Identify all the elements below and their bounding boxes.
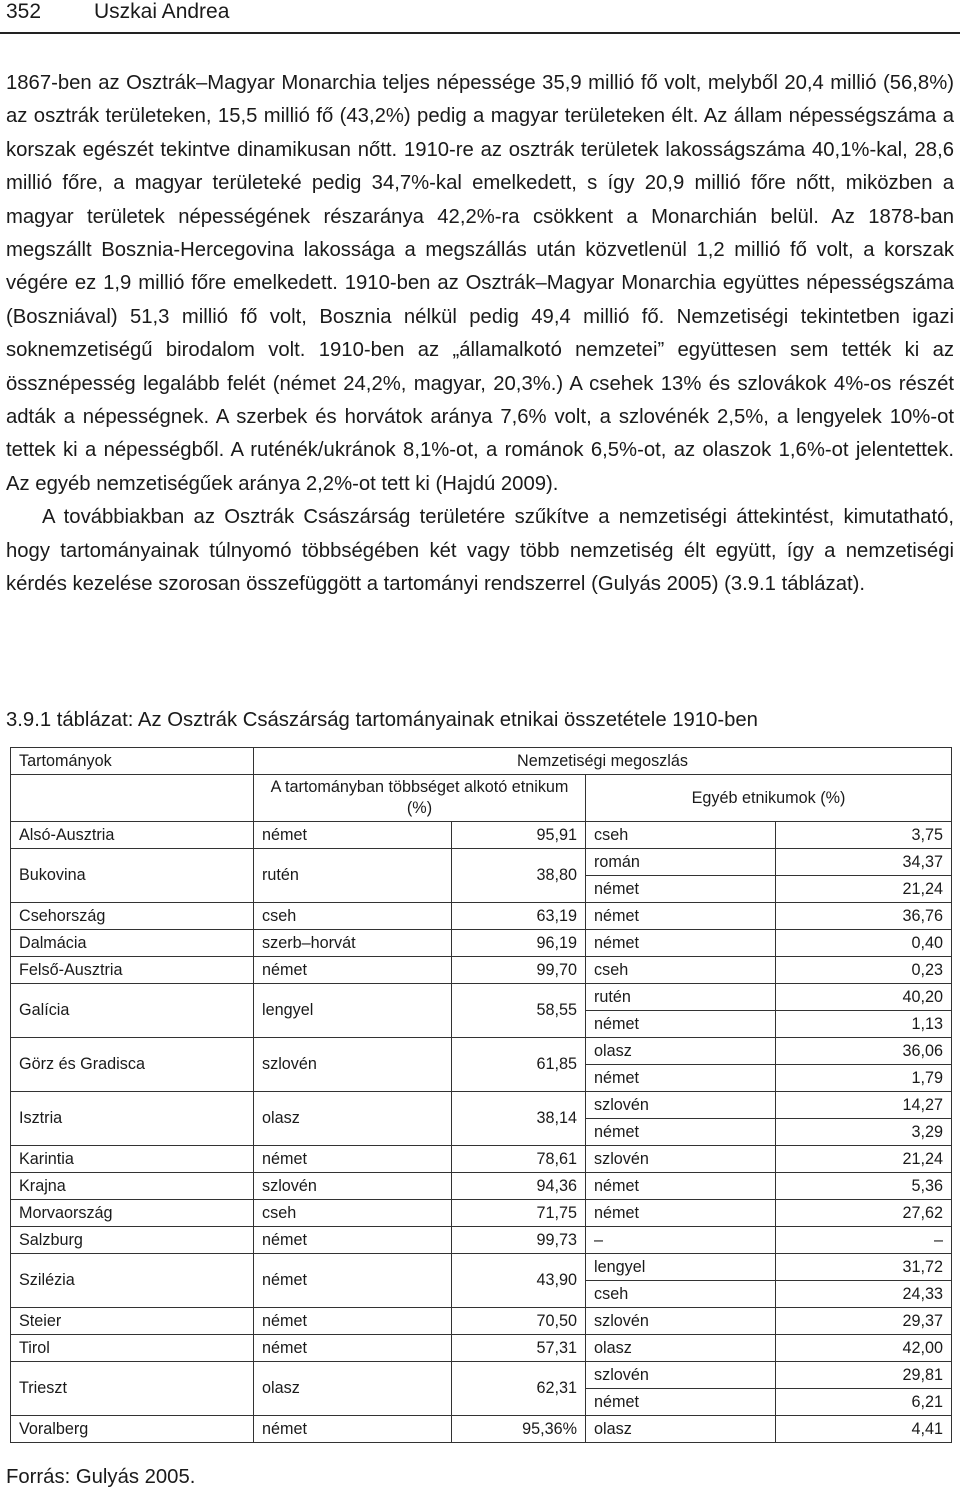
other-pct-cell: 29,81 (776, 1362, 952, 1389)
majority-cell: olasz (254, 1092, 452, 1146)
majority-pct-cell: 71,75 (452, 1200, 586, 1227)
other-ethnicity-cell: német (586, 876, 776, 903)
ethnic-composition-table (10, 747, 952, 1443)
table-row (11, 1254, 952, 1281)
body-text (6, 67, 954, 602)
other-pct-cell: 14,27 (776, 1092, 952, 1119)
table-row (11, 1173, 952, 1200)
majority-cell: szerb–horvát (254, 930, 452, 957)
other-ethnicity-cell: német (586, 1200, 776, 1227)
other-ethnicity-cell: olasz (586, 1416, 776, 1443)
header-blank (11, 775, 254, 822)
other-pct-cell: 4,41 (776, 1416, 952, 1443)
table-row (11, 1038, 952, 1065)
other-pct-cell: 1,79 (776, 1065, 952, 1092)
table-row (11, 1200, 952, 1227)
header-distribution: Nemzetiségi megoszlás (254, 748, 952, 775)
other-pct-cell: 42,00 (776, 1335, 952, 1362)
majority-pct-cell: 38,80 (452, 849, 586, 903)
other-ethnicity-cell: cseh (586, 822, 776, 849)
other-ethnicity-cell: szlovén (586, 1362, 776, 1389)
other-pct-cell: 1,13 (776, 1011, 952, 1038)
other-pct-cell: 3,75 (776, 822, 952, 849)
majority-cell: német (254, 1335, 452, 1362)
table-row (11, 1362, 952, 1389)
table-caption: 3.9.1 táblázat: Az Osztrák Császárság tartományainak etnikai összetétele 1910-ben (6, 709, 758, 731)
other-ethnicity-cell: lengyel (586, 1254, 776, 1281)
majority-pct-cell: 99,70 (452, 957, 586, 984)
running-author: Uszkai Andrea (94, 0, 230, 23)
majority-pct-cell: 78,61 (452, 1146, 586, 1173)
table-row (11, 1146, 952, 1173)
table-row (11, 1335, 952, 1362)
table-row (11, 1416, 952, 1443)
other-ethnicity-cell: német (586, 1011, 776, 1038)
majority-cell: német (254, 957, 452, 984)
other-pct-cell: 40,20 (776, 984, 952, 1011)
other-pct-cell: 21,24 (776, 1146, 952, 1173)
page-header (0, 0, 960, 34)
majority-pct-cell: 95,36% (452, 1416, 586, 1443)
province-cell: Alsó-Ausztria (11, 822, 254, 849)
majority-pct-cell: 95,91 (452, 822, 586, 849)
other-pct-cell: 21,24 (776, 876, 952, 903)
majority-cell: rutén (254, 849, 452, 903)
majority-pct-cell: 63,19 (452, 903, 586, 930)
table-row (11, 903, 952, 930)
majority-pct-cell: 99,73 (452, 1227, 586, 1254)
other-pct-cell: 36,06 (776, 1038, 952, 1065)
majority-cell: szlovén (254, 1038, 452, 1092)
other-pct-cell: 6,21 (776, 1389, 952, 1416)
table-row (11, 849, 952, 876)
majority-pct-cell: 57,31 (452, 1335, 586, 1362)
header-majority: A tartományban többséget alkotó etnikum (%) (254, 775, 586, 822)
other-pct-cell: 5,36 (776, 1173, 952, 1200)
table-row (11, 984, 952, 1011)
province-cell: Steier (11, 1308, 254, 1335)
table-row (11, 1092, 952, 1119)
other-pct-cell: 0,23 (776, 957, 952, 984)
other-ethnicity-cell: német (586, 903, 776, 930)
majority-pct-cell: 61,85 (452, 1038, 586, 1092)
majority-cell: olasz (254, 1362, 452, 1416)
other-pct-cell: 24,33 (776, 1281, 952, 1308)
majority-cell: német (254, 1416, 452, 1443)
province-cell: Salzburg (11, 1227, 254, 1254)
province-cell: Görz és Gradisca (11, 1038, 254, 1092)
province-cell: Karintia (11, 1146, 254, 1173)
paragraph: A továbbiakban az Osztrák Császárság területére szűkítve a nemzetiségi áttekintést, kimutatható, hogy tartományainak túlnyomó többségében két vagy több nemzetiség élt együtt, így a nemzetiségi kérdés kezelése szorosan összefüggött a tartományi rendszerrel (Gulyás 2005) (3.9.1 táblázat). (6, 506, 954, 596)
province-cell: Bukovina (11, 849, 254, 903)
province-cell: Voralberg (11, 1416, 254, 1443)
majority-cell: cseh (254, 903, 452, 930)
table-row (11, 1227, 952, 1254)
province-cell: Csehország (11, 903, 254, 930)
other-pct-cell: 3,29 (776, 1119, 952, 1146)
majority-cell: német (254, 1227, 452, 1254)
other-ethnicity-cell: szlovén (586, 1308, 776, 1335)
other-pct-cell: – (776, 1227, 952, 1254)
majority-pct-cell: 58,55 (452, 984, 586, 1038)
province-cell: Felső-Ausztria (11, 957, 254, 984)
province-cell: Trieszt (11, 1362, 254, 1416)
header-other: Egyéb etnikumok (%) (586, 775, 952, 822)
other-ethnicity-cell: szlovén (586, 1146, 776, 1173)
province-cell: Dalmácia (11, 930, 254, 957)
majority-cell: német (254, 1308, 452, 1335)
other-ethnicity-cell: olasz (586, 1335, 776, 1362)
majority-cell: cseh (254, 1200, 452, 1227)
majority-cell: német (254, 1254, 452, 1308)
other-ethnicity-cell: német (586, 1389, 776, 1416)
page-number: 352 (6, 0, 42, 23)
majority-cell: szlovén (254, 1173, 452, 1200)
majority-pct-cell: 62,31 (452, 1362, 586, 1416)
table-source: Forrás: Gulyás 2005. (6, 1466, 196, 1488)
other-ethnicity-cell: német (586, 930, 776, 957)
majority-cell: lengyel (254, 984, 452, 1038)
other-ethnicity-cell: román (586, 849, 776, 876)
majority-pct-cell: 70,50 (452, 1308, 586, 1335)
other-pct-cell: 27,62 (776, 1200, 952, 1227)
majority-pct-cell: 38,14 (452, 1092, 586, 1146)
majority-cell: német (254, 822, 452, 849)
other-ethnicity-cell: rutén (586, 984, 776, 1011)
table-subheader-row (11, 775, 952, 822)
majority-pct-cell: 96,19 (452, 930, 586, 957)
other-ethnicity-cell: német (586, 1119, 776, 1146)
table-row (11, 930, 952, 957)
other-ethnicity-cell: szlovén (586, 1092, 776, 1119)
other-pct-cell: 29,37 (776, 1308, 952, 1335)
other-pct-cell: 31,72 (776, 1254, 952, 1281)
other-pct-cell: 0,40 (776, 930, 952, 957)
other-ethnicity-cell: cseh (586, 957, 776, 984)
table-row (11, 822, 952, 849)
majority-pct-cell: 43,90 (452, 1254, 586, 1308)
other-pct-cell: 34,37 (776, 849, 952, 876)
other-pct-cell: 36,76 (776, 903, 952, 930)
majority-cell: német (254, 1146, 452, 1173)
table-row (11, 957, 952, 984)
province-cell: Isztria (11, 1092, 254, 1146)
other-ethnicity-cell: cseh (586, 1281, 776, 1308)
majority-pct-cell: 94,36 (452, 1173, 586, 1200)
province-cell: Krajna (11, 1173, 254, 1200)
table-row (11, 1308, 952, 1335)
other-ethnicity-cell: német (586, 1173, 776, 1200)
province-cell: Szilézia (11, 1254, 254, 1308)
other-ethnicity-cell: német (586, 1065, 776, 1092)
other-ethnicity-cell: – (586, 1227, 776, 1254)
paragraph: 1867-ben az Osztrák–Magyar Monarchia teljes népessége 35,9 millió fő volt, melyből 20,4 millió (56,8%) az osztrák területeken, 15,5 millió fő (43,2%) pedig a magyar területeken élt. Az állam népességszáma a korszak egészét tekintve dinamikusan nőtt. 1910-re az osztrák területek lakosságszáma 40,1%-kal, 28,6 millió főre, a magyar területeké pedig 34,7%-kal emelkedett, s így 20,9 millió főre nőtt, miközben a magyar területek népességének részaránya 42,2%-ra csökkent a Monarchián belül. Az 1878-ban megszállt Bosznia-Hercegovina lakossága a megszállás után közvetlenül 1,2 millió fő volt, a korszak végére ez 1,9 millió főre emelkedett. 1910-ben az Osztrák–Magyar Monarchia együttes népességszáma (Boszniával) 51,3 millió fő volt, Bosznia nélkül pedig 49,4 millió fő. Nemzetiségi tekintetben igazi soknemzetiségű birodalom volt. 1910-ben az „államalkotó nemzetei” együttesen sem tették ki az össznépesség legalább felét (német 24,2%, magyar, 20,3%.) A csehek 13% és szlovákok 4%-os részét adták a népességnek. A szerbek és horvátok aránya 7,6% volt, a szlovénék 2,5%, a lengyelek 10%-ot tettek ki a népességből. A ruténék/ukránok 8,1%-ot, a románok 6,5%-ot, az olaszok 1,6%-ot jelentettek. Az egyéb nemzetiségűek aránya 2,2%-ot tett ki (Hajdú 2009). (6, 72, 954, 495)
province-cell: Morvaország (11, 1200, 254, 1227)
province-cell: Galícia (11, 984, 254, 1038)
province-cell: Tirol (11, 1335, 254, 1362)
other-ethnicity-cell: olasz (586, 1038, 776, 1065)
header-province: Tartományok (11, 748, 254, 775)
table-header-row (11, 748, 952, 775)
